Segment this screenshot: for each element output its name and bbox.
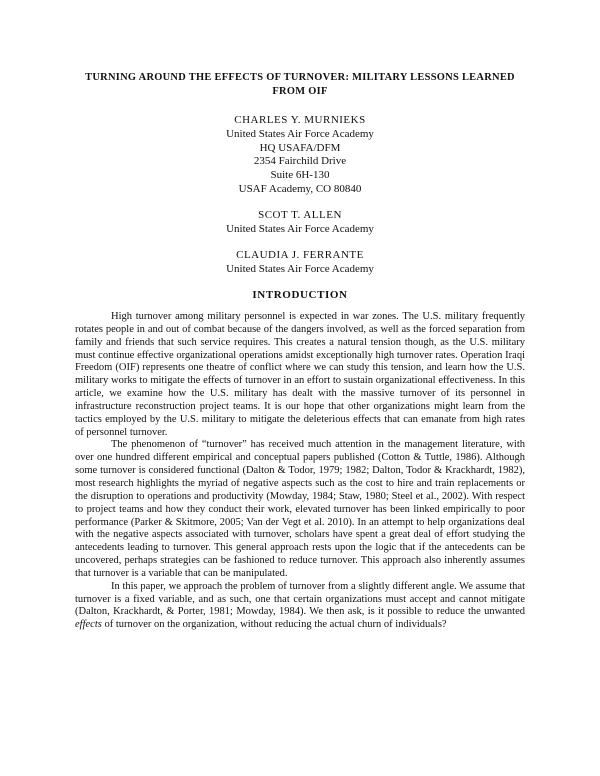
author-name: CHARLES Y. MURNIEKS [234,114,366,126]
author-name: CLAUDIA J. FERRANTE [236,249,364,261]
section-heading: INTRODUCTION [252,289,348,301]
affiliation-line: USAF Academy, CO 80840 [238,182,362,195]
author-name: SCOT T. ALLEN [258,209,342,221]
paragraph: High turnover among military personnel is expected in war zones. The U.S. military frequently rotates people in and out of combat because of the dangers involved, as well as the forced separation from family and friends that such service requires. This creates a natural tension though, as the U.S. military must continue effective organizational operations amidst exceptionally high turnover rates. Operation Iraqi Freedom (OIF) represents one theatre of conflict where we can study this tension, and learn how the U.S. military works to mitigate the effects of turnover in an effort to sustain organizational effectiveness. In this article, we examine how the U.S. military has dealt with the massive turnover of its personnel in infrastructure reconstruction project teams. It is our hope that other organizations might learn from the tactics employed by the U.S. military to mitigate the deleterious effects that can emanate from high rates of personnel turnover. [75,311,525,438]
affiliation-line: United States Air Force Academy [226,222,374,235]
affiliation-line: United States Air Force Academy [226,127,374,140]
body-text [75,311,525,632]
paragraph-text: of turnover on the organization, without reducing the actual churn of individuals? [101,619,447,631]
paragraph: The phenomenon of “turnover” has received much attention in the management literature, with over one hundred different empirical and conceptual papers published (Cotton & Tuttle, 1986). Although some turnover is considered functional (Dalton & Todor, 1979; 1982; Dalton, Todor & Krackhardt, 1982), most research highlights the myriad of negative aspects such as the cost to hire and train replacements or the disruption to operations and productivity (Mowday, 1984; Staw, 1980; Steel et al., 2002). With respect to project teams and how they conduct their work, elevated turnover has been linked empirically to poor performance (Parker & Skitmore, 2005; Van der Vegt et al. 2010). In an attempt to help organizations deal with the negative aspects associated with turnover, scholars have spent a great deal of effort studying the antecedents leading to turnover. This general approach rests upon the logic that if the antecedents can be uncovered, perhaps strategies can be fashioned to reduce turnover. This approach also inherently assumes that turnover is a variable that can be manipulated. [75,439,525,579]
author-block-3 [150,249,450,277]
author-block-1 [150,114,450,197]
paragraph [75,581,525,632]
affiliation-line: 2354 Fairchild Drive [253,155,347,168]
emphasis-text: effects [75,619,102,631]
affiliation-line: United States Air Force Academy [226,262,374,275]
author-block-2 [150,209,450,237]
paragraph-text: In this paper, we approach the problem of turnover from a slightly different angle. We assume that turnover is a fixed variable, and as such, one that certain organizations must accept and cannot mitigate (Dalton, Krackhardt, & Porter, 1981; Mowday, 1984). We then ask, is it possible to reduce the unwanted [75,580,525,618]
affiliation-line: HQ USAFA/DFM [259,141,341,154]
affiliation-line: Suite 6H-130 [270,169,330,182]
paper-title: TURNING AROUND THE EFFECTS OF TURNOVER: MILITARY LESSONS LEARNED FROM OIF [85,72,515,97]
